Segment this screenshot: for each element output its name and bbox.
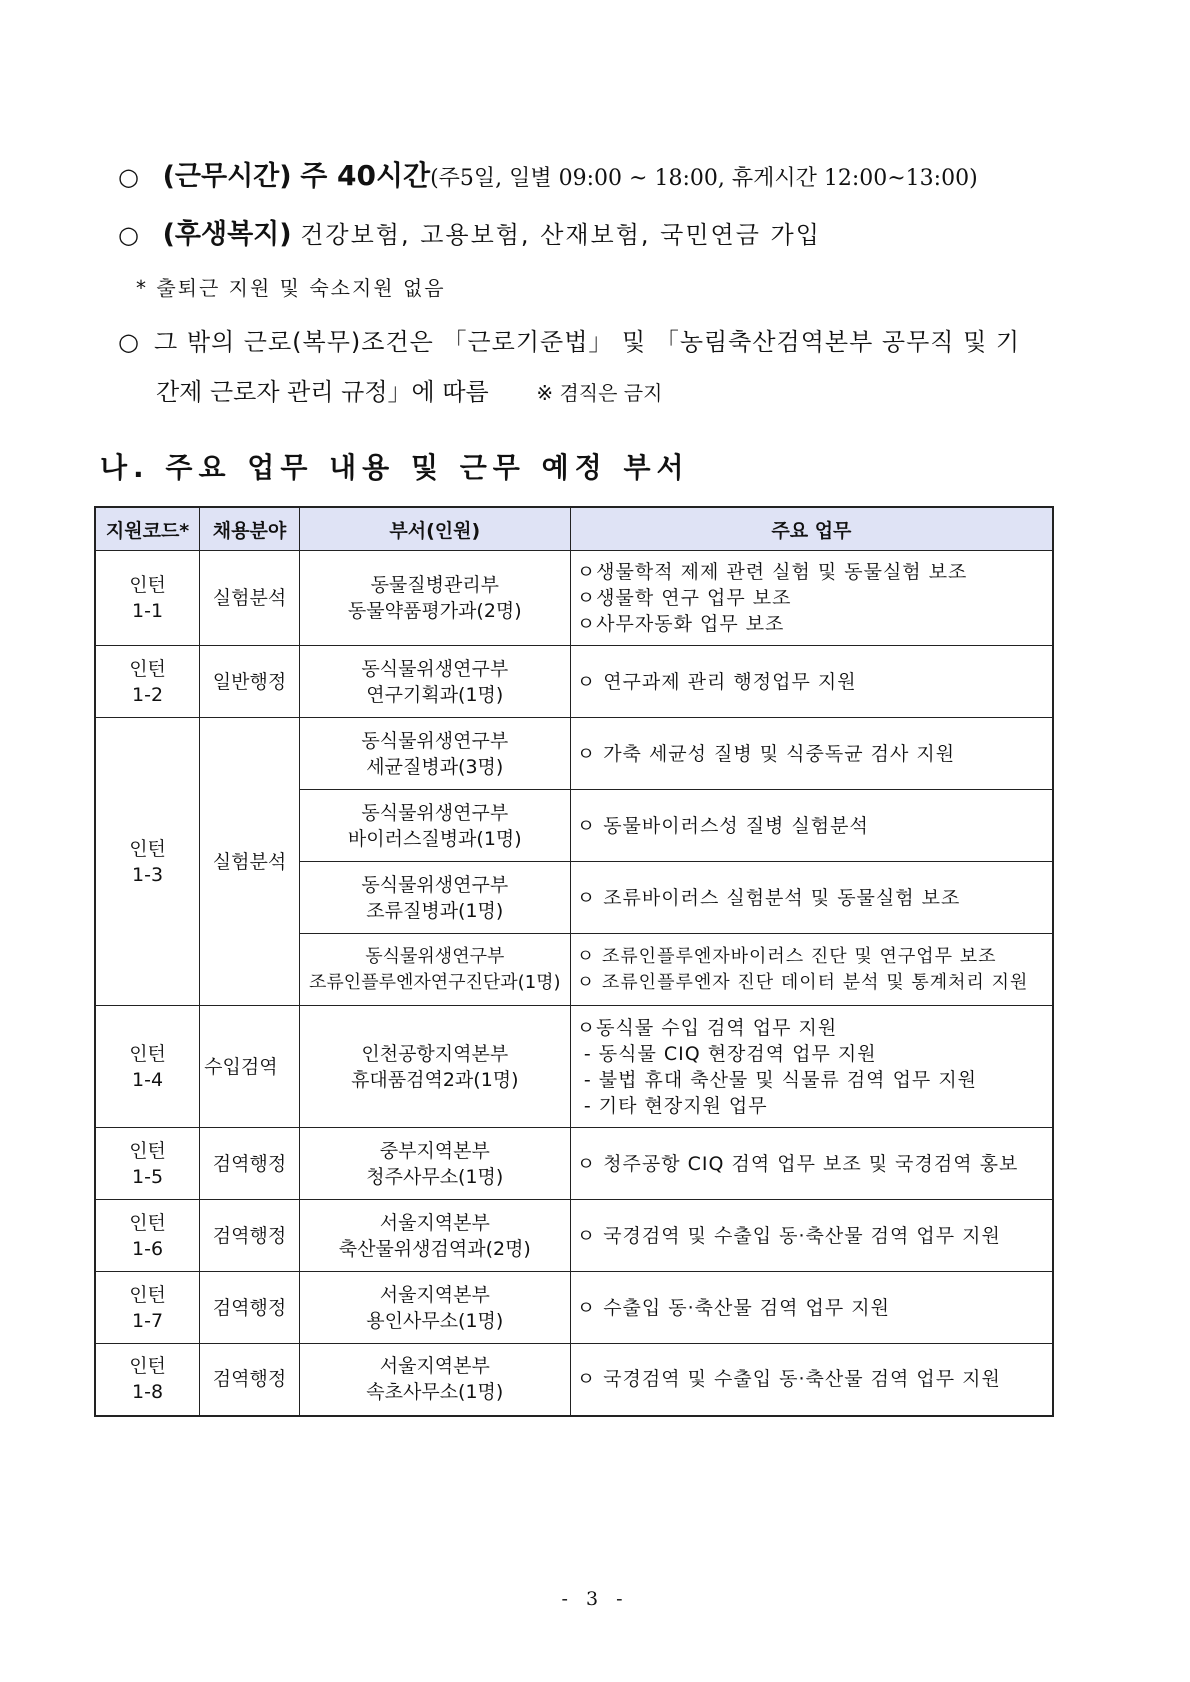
bullet-icon: ○ (118, 163, 139, 191)
work-hours-detail: (주5일, 일별 09:00 ~ 18:00, 휴게시간 12:00~13:00) (430, 166, 978, 191)
other-conditions-text2: 간제 근로자 관리 규정」에 따름 (156, 378, 489, 406)
field-cell: 검역행정 (200, 1272, 300, 1344)
commute-note: * 출퇴근 지원 및 숙소지원 없음 (136, 276, 446, 300)
duty-table (94, 506, 1054, 1417)
dept-cell: 중부지역본부 청주사무소(1명) (299, 1128, 570, 1200)
field-cell: 실험분석 (200, 718, 300, 1006)
table-header-row (95, 507, 1053, 551)
other-conditions-text1: 그 밖의 근로(복무)조건은 「근로기준법」 및 「농림축산검역본부 공무직 및 기 (154, 328, 1021, 356)
duties-cell: ㅇ 조류바이러스 실험분석 및 동물실험 보조 (570, 862, 1053, 934)
field-cell: 일반행정 (200, 646, 300, 718)
header-field: 채용분야 (200, 507, 300, 551)
duties-cell: ㅇ 연구과제 관리 행정업무 지원 (570, 646, 1053, 718)
table-row (95, 718, 1053, 790)
bullet-icon: ○ (118, 221, 139, 249)
welfare-detail: 건강보험, 고용보험, 산재보험, 국민연금 가입 (300, 221, 821, 249)
code-cell: 인턴 1-6 (95, 1200, 200, 1272)
field-cell: 수입검역 (200, 1006, 300, 1128)
other-conditions-line1 (118, 322, 1020, 357)
duties-cell: ㅇ 국경검역 및 수출입 동·축산물 검역 업무 지원 (570, 1200, 1053, 1272)
header-dept: 부서(인원) (299, 507, 570, 551)
header-code: 지원코드* (95, 507, 200, 551)
duties-cell: ㅇ 동물바이러스성 질병 실험분석 (570, 790, 1053, 862)
table-row (95, 1128, 1053, 1200)
header-duties: 주요 업무 (570, 507, 1053, 551)
field-cell: 검역행정 (200, 1344, 300, 1416)
work-hours-label: (근무시간) (162, 161, 292, 192)
code-cell: 인턴 1-8 (95, 1344, 200, 1416)
work-hours-line (118, 154, 978, 194)
dept-cell: 동물질병관리부 동물약품평가과(2명) (299, 551, 570, 646)
code-cell: 인턴 1-1 (95, 551, 200, 646)
work-hours-main: 주 40시간 (300, 159, 431, 192)
code-cell: 인턴 1-5 (95, 1128, 200, 1200)
duties-cell: ㅇ 청주공항 CIQ 검역 업무 보조 및 국경검역 홍보 (570, 1128, 1053, 1200)
duties-cell: ㅇ 조류인플루엔자바이러스 진단 및 연구업무 보조 ㅇ 조류인플루엔자 진단 데이터 분석 및 통계처리 지원 (570, 934, 1053, 1006)
dept-cell: 인천공항지역본부 휴대품검역2과(1명) (299, 1006, 570, 1128)
section-title: 나. 주요 업무 내용 및 근무 예정 부서 (100, 451, 690, 484)
table-row (95, 1344, 1053, 1416)
bullet-icon: ○ (118, 328, 139, 356)
duties-cell: ㅇ 수출입 동·축산물 검역 업무 지원 (570, 1272, 1053, 1344)
dept-cell: 동식물위생연구부 세균질병과(3명) (299, 718, 570, 790)
duties-cell: ㅇ생물학적 제제 관련 실험 및 동물실험 보조 ㅇ생물학 연구 업무 보조 ㅇ사무자동화 업무 보조 (570, 551, 1053, 646)
other-conditions-line2 (156, 372, 662, 407)
field-cell: 실험분석 (200, 551, 300, 646)
page-number: - 3 - (561, 1588, 629, 1610)
welfare-line (118, 212, 821, 251)
duties-cell: ㅇ 가축 세균성 질병 및 식중독균 검사 지원 (570, 718, 1053, 790)
table-row (95, 646, 1053, 718)
dept-cell: 동식물위생연구부 조류인플루엔자연구진단과(1명) (299, 934, 570, 1006)
dept-cell: 동식물위생연구부 연구기획과(1명) (299, 646, 570, 718)
dept-cell: 동식물위생연구부 조류질병과(1명) (299, 862, 570, 934)
dept-cell: 동식물위생연구부 바이러스질병과(1명) (299, 790, 570, 862)
duties-cell: ㅇ동식물 수입 검역 업무 지원 - 동식물 CIQ 현장검역 업무 지원 - 불법 휴대 축산물 및 식물류 검역 업무 지원 - 기타 현장지원 업무 (570, 1006, 1053, 1128)
table-row (95, 1006, 1053, 1128)
field-cell: 검역행정 (200, 1128, 300, 1200)
code-cell: 인턴 1-7 (95, 1272, 200, 1344)
table-row (95, 1200, 1053, 1272)
code-cell: 인턴 1-2 (95, 646, 200, 718)
dept-cell: 서울지역본부 속초사무소(1명) (299, 1344, 570, 1416)
table-row (95, 551, 1053, 646)
code-cell: 인턴 1-3 (95, 718, 200, 1006)
field-cell: 검역행정 (200, 1200, 300, 1272)
welfare-label: (후생복지) (162, 219, 292, 250)
dept-cell: 서울지역본부 축산물위생검역과(2명) (299, 1200, 570, 1272)
table-row (95, 1272, 1053, 1344)
dept-cell: 서울지역본부 용인사무소(1명) (299, 1272, 570, 1344)
other-conditions-remark: ※ 겸직은 금지 (536, 381, 663, 405)
code-cell: 인턴 1-4 (95, 1006, 200, 1128)
duties-cell: ㅇ 국경검역 및 수출입 동·축산물 검역 업무 지원 (570, 1344, 1053, 1416)
